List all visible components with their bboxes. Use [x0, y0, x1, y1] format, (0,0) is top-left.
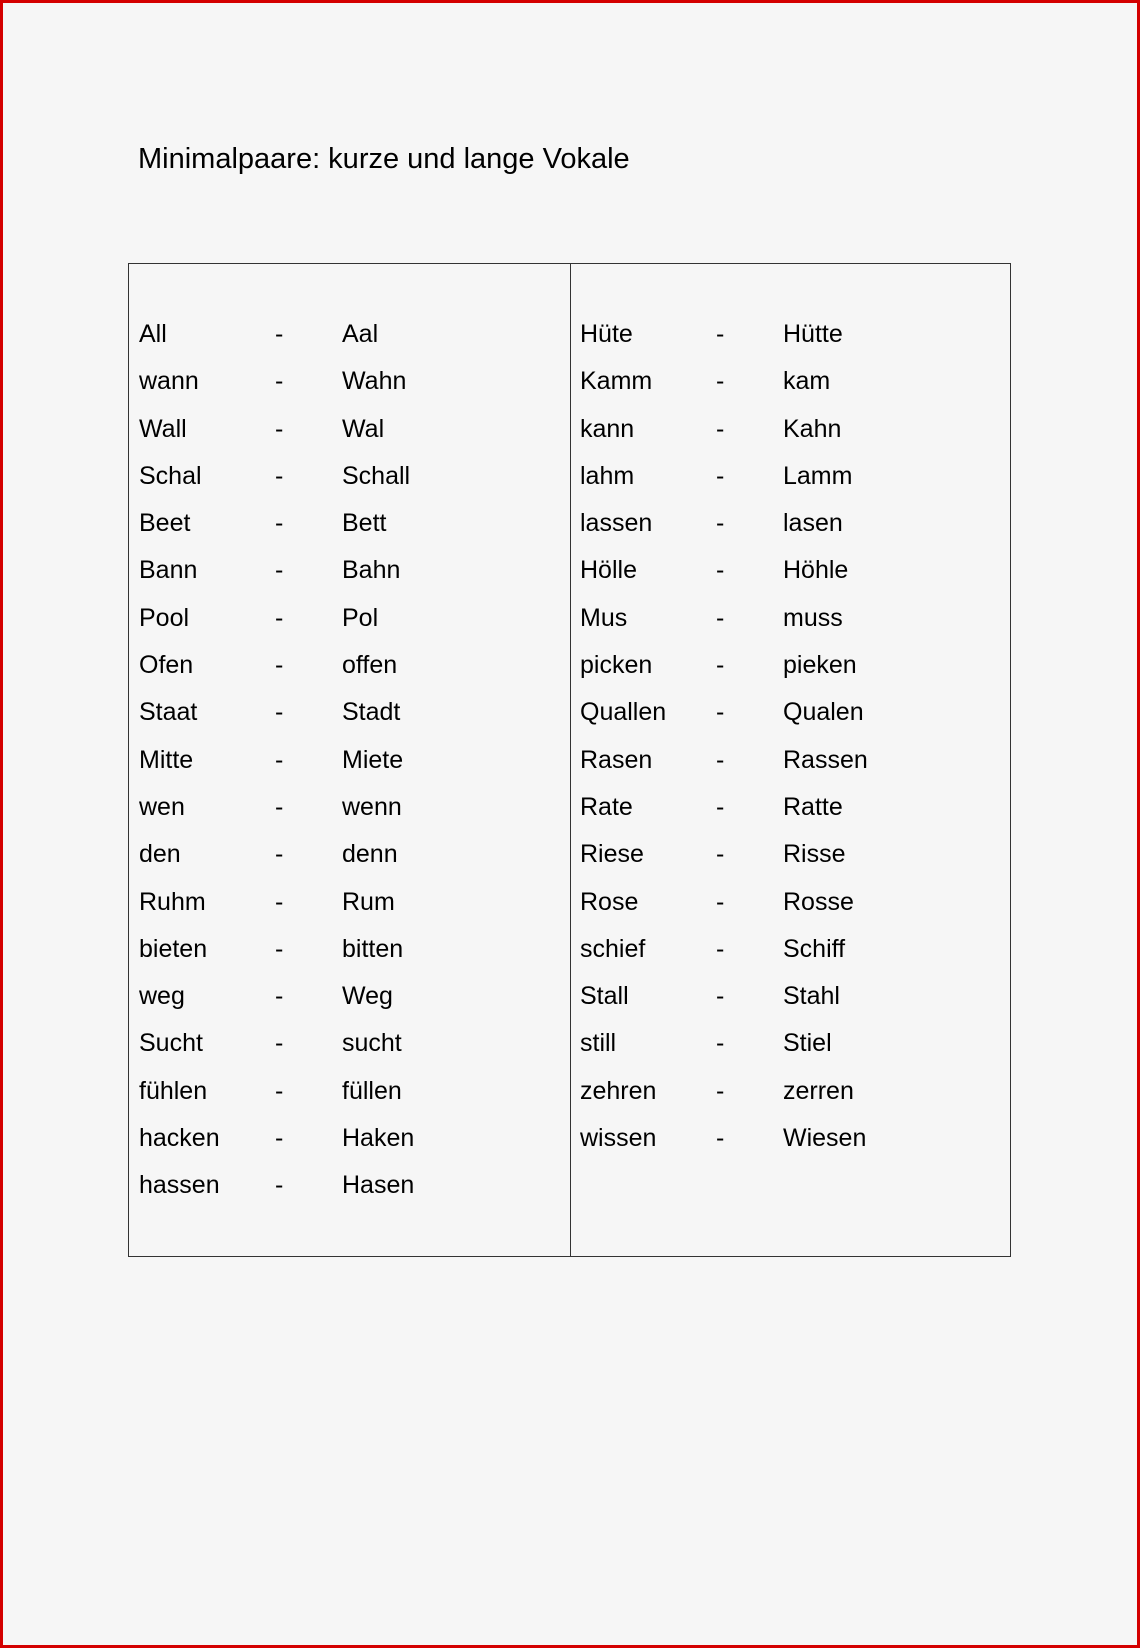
- pair-row: [129, 879, 569, 926]
- word-first: fühlen: [139, 1076, 208, 1105]
- word-second: zerren: [783, 1076, 854, 1105]
- pair-row: [129, 831, 569, 878]
- pair-row: [570, 737, 1010, 784]
- word-second: Lamm: [783, 461, 853, 490]
- pair-separator: -: [716, 556, 725, 585]
- word-first: wissen: [580, 1124, 657, 1153]
- word-second: wenn: [342, 792, 402, 821]
- pair-separator: -: [275, 1124, 284, 1153]
- pair-row: [570, 453, 1010, 500]
- word-first: weg: [139, 982, 185, 1011]
- word-first: Schal: [139, 461, 202, 490]
- pair-separator: -: [275, 982, 284, 1011]
- pair-row: [570, 358, 1010, 405]
- word-second: Risse: [783, 840, 846, 869]
- pair-separator: -: [716, 840, 725, 869]
- pair-row: [129, 642, 569, 689]
- word-second: Qualen: [783, 698, 864, 727]
- word-second: denn: [342, 840, 398, 869]
- pair-row: [129, 689, 569, 736]
- pair-separator: -: [275, 1171, 284, 1200]
- pair-row: [570, 784, 1010, 831]
- pair-separator: -: [716, 792, 725, 821]
- pair-separator: -: [275, 887, 284, 916]
- pair-separator: -: [716, 698, 725, 727]
- word-second: Miete: [342, 745, 404, 774]
- pair-row: [570, 1115, 1010, 1162]
- pair-row: [129, 500, 569, 547]
- word-first: Kamm: [580, 367, 653, 396]
- pair-separator: -: [716, 982, 725, 1011]
- minimal-pairs-table: [128, 263, 1011, 1257]
- word-first: Ruhm: [139, 887, 206, 916]
- word-first: kann: [580, 414, 635, 443]
- word-second: offen: [342, 651, 398, 680]
- pair-row: [129, 595, 569, 642]
- word-first: Stall: [580, 982, 629, 1011]
- pair-separator: -: [716, 1029, 725, 1058]
- word-first: Staat: [139, 698, 198, 727]
- pair-row: [570, 973, 1010, 1020]
- pair-row: [129, 311, 569, 358]
- pair-separator: -: [275, 1029, 284, 1058]
- pair-separator: -: [716, 461, 725, 490]
- word-second: Rum: [342, 887, 395, 916]
- word-second: Pol: [342, 603, 379, 632]
- pair-separator: -: [275, 556, 284, 585]
- word-second: Wal: [342, 414, 385, 443]
- pair-separator: -: [275, 414, 284, 443]
- word-second: sucht: [342, 1029, 402, 1058]
- pair-row: [570, 1020, 1010, 1067]
- pair-separator: -: [275, 367, 284, 396]
- word-first: den: [139, 840, 181, 869]
- word-second: muss: [783, 603, 843, 632]
- word-second: Schall: [342, 461, 411, 490]
- pair-row: [570, 547, 1010, 594]
- word-second: Hütte: [783, 320, 843, 348]
- pair-separator: -: [716, 887, 725, 916]
- word-second: Bett: [342, 509, 387, 538]
- pair-separator: -: [716, 651, 725, 680]
- pair-row: [570, 1068, 1010, 1115]
- pair-separator: -: [716, 603, 725, 632]
- word-second: Rosse: [783, 887, 854, 916]
- word-first: Riese: [580, 840, 644, 869]
- pair-row: [129, 926, 569, 973]
- pair-separator: -: [716, 934, 725, 963]
- page-title: Minimalpaare: kurze und lange Vokale: [138, 143, 630, 175]
- word-first: picken: [580, 651, 653, 680]
- word-first: zehren: [580, 1076, 657, 1105]
- word-first: Mus: [580, 603, 628, 632]
- left-pairs-column: [129, 311, 569, 1210]
- pair-separator: -: [275, 934, 284, 963]
- word-second: pieken: [783, 651, 857, 680]
- word-second: Wahn: [342, 367, 407, 396]
- word-first: Beet: [139, 509, 191, 538]
- word-second: Hasen: [342, 1171, 415, 1200]
- pair-separator: -: [275, 461, 284, 490]
- word-second: Aal: [342, 320, 379, 348]
- pair-separator: -: [716, 1076, 725, 1105]
- word-second: Stadt: [342, 698, 401, 727]
- pair-separator: -: [716, 1124, 725, 1153]
- pair-row: [570, 926, 1010, 973]
- word-first: Ofen: [139, 651, 194, 680]
- pair-separator: -: [275, 792, 284, 821]
- pair-separator: -: [275, 320, 284, 348]
- word-first: schief: [580, 934, 646, 963]
- word-second: Wiesen: [783, 1124, 867, 1153]
- word-first: lahm: [580, 461, 635, 490]
- word-second: kam: [783, 367, 831, 396]
- pair-separator: -: [275, 745, 284, 774]
- word-first: Hüte: [580, 320, 633, 348]
- pair-separator: -: [275, 698, 284, 727]
- word-first: Rose: [580, 887, 639, 916]
- pair-row: [570, 595, 1010, 642]
- pair-row: [129, 406, 569, 453]
- word-second: Weg: [342, 982, 393, 1011]
- word-first: hassen: [139, 1171, 220, 1200]
- word-first: Rasen: [580, 745, 653, 774]
- word-first: Wall: [139, 414, 187, 443]
- pair-separator: -: [716, 414, 725, 443]
- pair-row: [129, 453, 569, 500]
- word-first: Quallen: [580, 698, 667, 727]
- word-first: Hölle: [580, 556, 637, 585]
- word-first: bieten: [139, 934, 208, 963]
- pair-separator: -: [275, 509, 284, 538]
- word-first: Mitte: [139, 745, 194, 774]
- word-second: Stiel: [783, 1029, 832, 1058]
- word-second: Bahn: [342, 556, 401, 585]
- pair-row: [570, 689, 1010, 736]
- word-second: Schiff: [783, 934, 846, 963]
- word-second: Stahl: [783, 982, 840, 1011]
- pair-separator: -: [716, 509, 725, 538]
- pair-separator: -: [275, 1076, 284, 1105]
- pair-row: [129, 784, 569, 831]
- pair-row: [570, 500, 1010, 547]
- word-first: Rate: [580, 792, 633, 821]
- pair-row: [129, 1115, 569, 1162]
- pair-row: [129, 358, 569, 405]
- word-second: füllen: [342, 1076, 402, 1105]
- pair-row: [129, 973, 569, 1020]
- word-second: Höhle: [783, 556, 849, 585]
- word-second: lasen: [783, 509, 843, 538]
- pair-separator: -: [716, 320, 725, 348]
- word-first: lassen: [580, 509, 653, 538]
- pair-row: [570, 642, 1010, 689]
- pair-row: [129, 1162, 569, 1209]
- word-first: wen: [139, 792, 185, 821]
- pair-separator: -: [716, 745, 725, 774]
- pair-row: [129, 547, 569, 594]
- word-second: Ratte: [783, 792, 843, 821]
- pair-separator: -: [716, 367, 725, 396]
- word-first: All: [139, 320, 167, 348]
- pair-row: [129, 1020, 569, 1067]
- pair-row: [570, 311, 1010, 358]
- pair-row: [570, 879, 1010, 926]
- word-second: bitten: [342, 934, 404, 963]
- pair-row: [129, 1068, 569, 1115]
- right-pairs-column: [570, 311, 1010, 1162]
- pair-separator: -: [275, 651, 284, 680]
- pair-row: [570, 406, 1010, 453]
- pair-row: [570, 831, 1010, 878]
- pair-separator: -: [275, 840, 284, 869]
- word-second: Rassen: [783, 745, 868, 774]
- word-first: Pool: [139, 603, 190, 632]
- word-first: Sucht: [139, 1029, 203, 1058]
- pair-row: [129, 737, 569, 784]
- word-first: hacken: [139, 1124, 220, 1153]
- word-second: Haken: [342, 1124, 415, 1153]
- word-first: wann: [139, 367, 199, 396]
- word-second: Kahn: [783, 414, 842, 443]
- pair-separator: -: [275, 603, 284, 632]
- word-first: still: [580, 1029, 617, 1058]
- word-first: Bann: [139, 556, 198, 585]
